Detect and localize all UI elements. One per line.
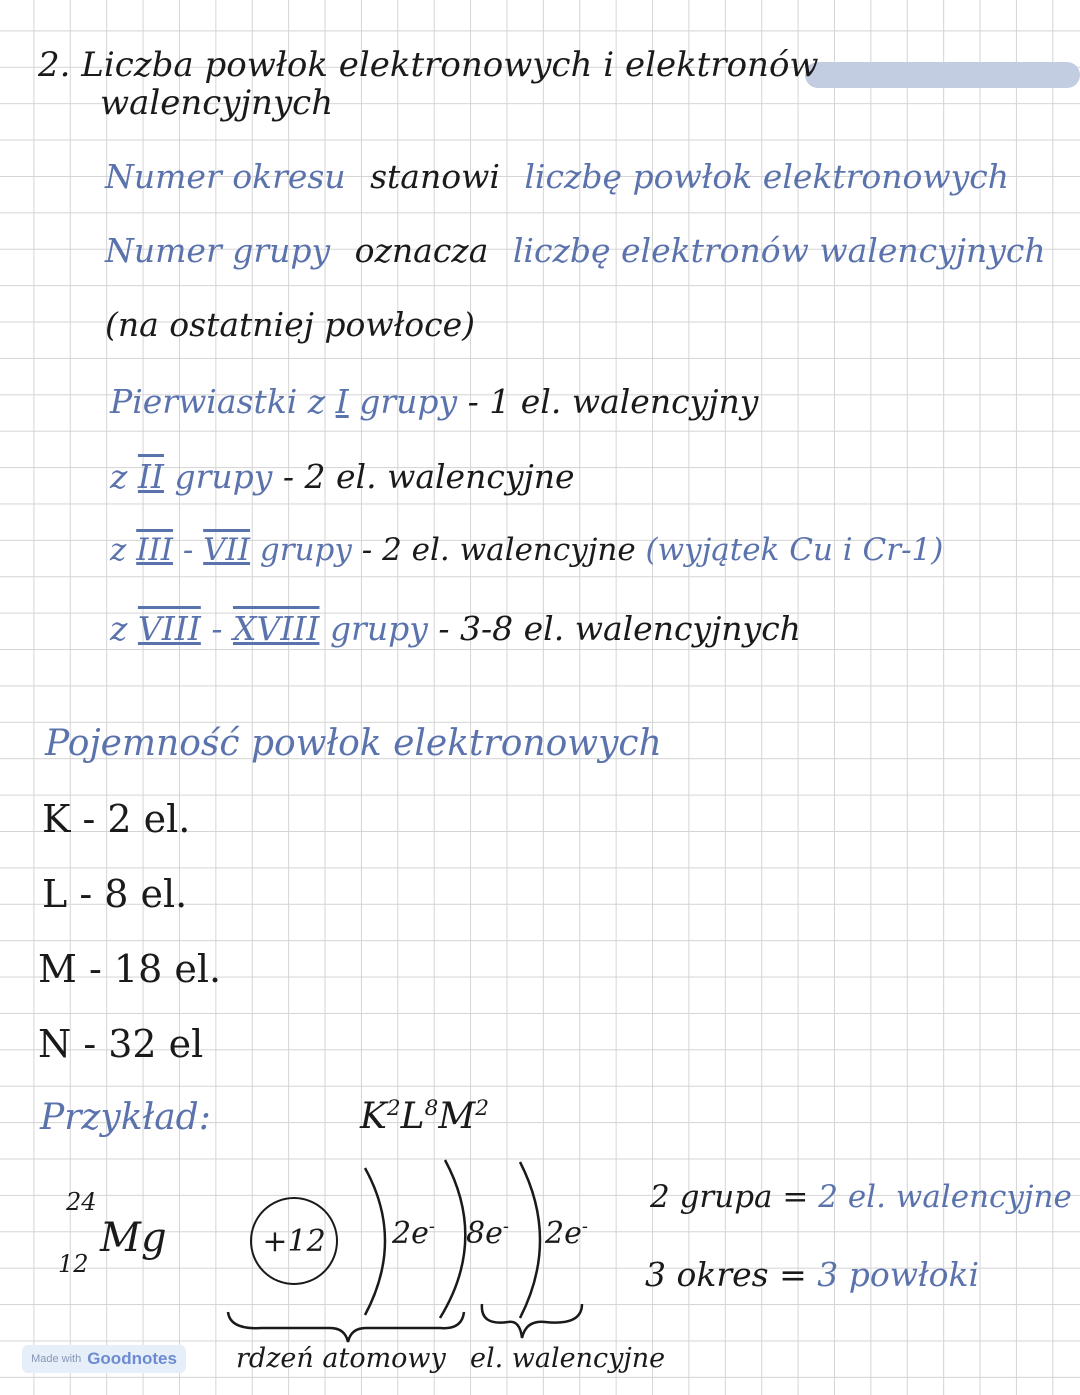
example-label: Przykład:	[40, 1097, 211, 1138]
config-m-count: 2	[475, 1096, 489, 1121]
capacity-row-k: K - 2 el.	[42, 797, 191, 841]
config-l-count: 8	[424, 1096, 439, 1121]
g3-number-b: VII	[203, 532, 251, 568]
g2-number: II	[137, 457, 164, 496]
g2-rest: - 2 el. walencyjne	[282, 457, 575, 496]
group-subject: Numer grupy	[105, 231, 331, 270]
period-rhs: 3 powłoki	[817, 1255, 980, 1294]
period-lhs: 3 okres	[645, 1255, 769, 1294]
group-lhs: 2 grupa	[650, 1179, 773, 1215]
shell-arc-3	[520, 1162, 540, 1318]
goodnotes-badge	[22, 1345, 186, 1373]
g3-lead: z	[110, 532, 127, 568]
element-symbol: Mg	[100, 1215, 167, 1261]
g3-rest: - 2 el. walencyjne	[361, 532, 636, 568]
g4-number-b: XVIII	[233, 609, 320, 648]
g3-exception: (wyjątek Cu i Cr-1)	[645, 532, 944, 568]
atomic-number: 12	[58, 1250, 89, 1278]
capacity-row-n: N - 32 el	[38, 1022, 204, 1066]
config-k-count: 2	[386, 1096, 401, 1121]
g4-rest: - 3-8 el. walencyjnych	[438, 609, 801, 648]
group-equation	[650, 1179, 1072, 1215]
period-verb: stanowi	[370, 157, 500, 196]
shell-3-electrons	[545, 1216, 588, 1251]
group-rhs: 2 el. walencyjne	[818, 1179, 1072, 1215]
g1-lead: Pierwiastki z	[110, 382, 326, 421]
shell-3-charge: -	[581, 1216, 588, 1237]
period-eq: =	[779, 1255, 807, 1294]
rule-note: (na ostatniej powłoce)	[105, 305, 476, 344]
shell-1-electrons	[392, 1216, 435, 1251]
config-k: K	[360, 1096, 387, 1137]
config-m: M	[438, 1096, 476, 1137]
group-object: liczbę elektronów walencyjnych	[512, 231, 1046, 270]
period-equation	[645, 1255, 980, 1294]
shell-1-charge: -	[428, 1216, 435, 1237]
valence-label: el. walencyjne	[470, 1343, 666, 1374]
capacity-title: Pojemność powłok elektronowych	[45, 723, 662, 764]
shell-3-value: 2e	[545, 1216, 582, 1251]
shell-1-value: 2e	[392, 1216, 429, 1251]
shell-arc-1	[365, 1168, 385, 1315]
shell-2-value: 8e	[466, 1216, 503, 1251]
g3-word: grupy	[259, 532, 352, 568]
g4-word: grupy	[329, 609, 428, 648]
capacity-row-m: M - 18 el.	[38, 947, 222, 991]
g3-number-a: III	[136, 532, 173, 568]
config-l: L	[400, 1096, 425, 1137]
shell-2-charge: -	[502, 1216, 509, 1237]
g4-lead: z	[110, 609, 128, 648]
section-title-cont: walencyjnych	[100, 83, 334, 123]
g1-rest: - 1 el. walencyjny	[467, 382, 759, 421]
g2-word: grupy	[174, 457, 273, 496]
section-title: 2. Liczba powłok elektronowych i elektronów	[38, 45, 819, 85]
badge-brand: Goodnotes	[87, 1349, 177, 1368]
g1-number: I	[335, 382, 349, 421]
g4-dash: -	[211, 609, 223, 648]
group-eq: =	[782, 1179, 809, 1215]
mass-number: 24	[66, 1188, 97, 1216]
badge-made-with: Made with	[31, 1353, 82, 1365]
atom-nucleus: +12	[250, 1197, 338, 1285]
period-subject: Numer okresu	[105, 157, 346, 196]
g3-dash: -	[182, 532, 194, 568]
group-verb: oznacza	[354, 231, 489, 270]
shell-arc-2	[440, 1160, 465, 1318]
capacity-row-l: L - 8 el.	[42, 872, 188, 916]
period-object: liczbę powłok elektronowych	[524, 157, 1010, 196]
core-label: rdzeń atomowy	[236, 1343, 446, 1374]
valence-brace	[482, 1304, 582, 1338]
g2-lead: z	[110, 457, 128, 496]
core-brace	[228, 1312, 464, 1342]
g1-word: grupy	[359, 382, 458, 421]
shell-2-electrons	[466, 1216, 509, 1251]
g4-number-a: VIII	[137, 609, 201, 648]
